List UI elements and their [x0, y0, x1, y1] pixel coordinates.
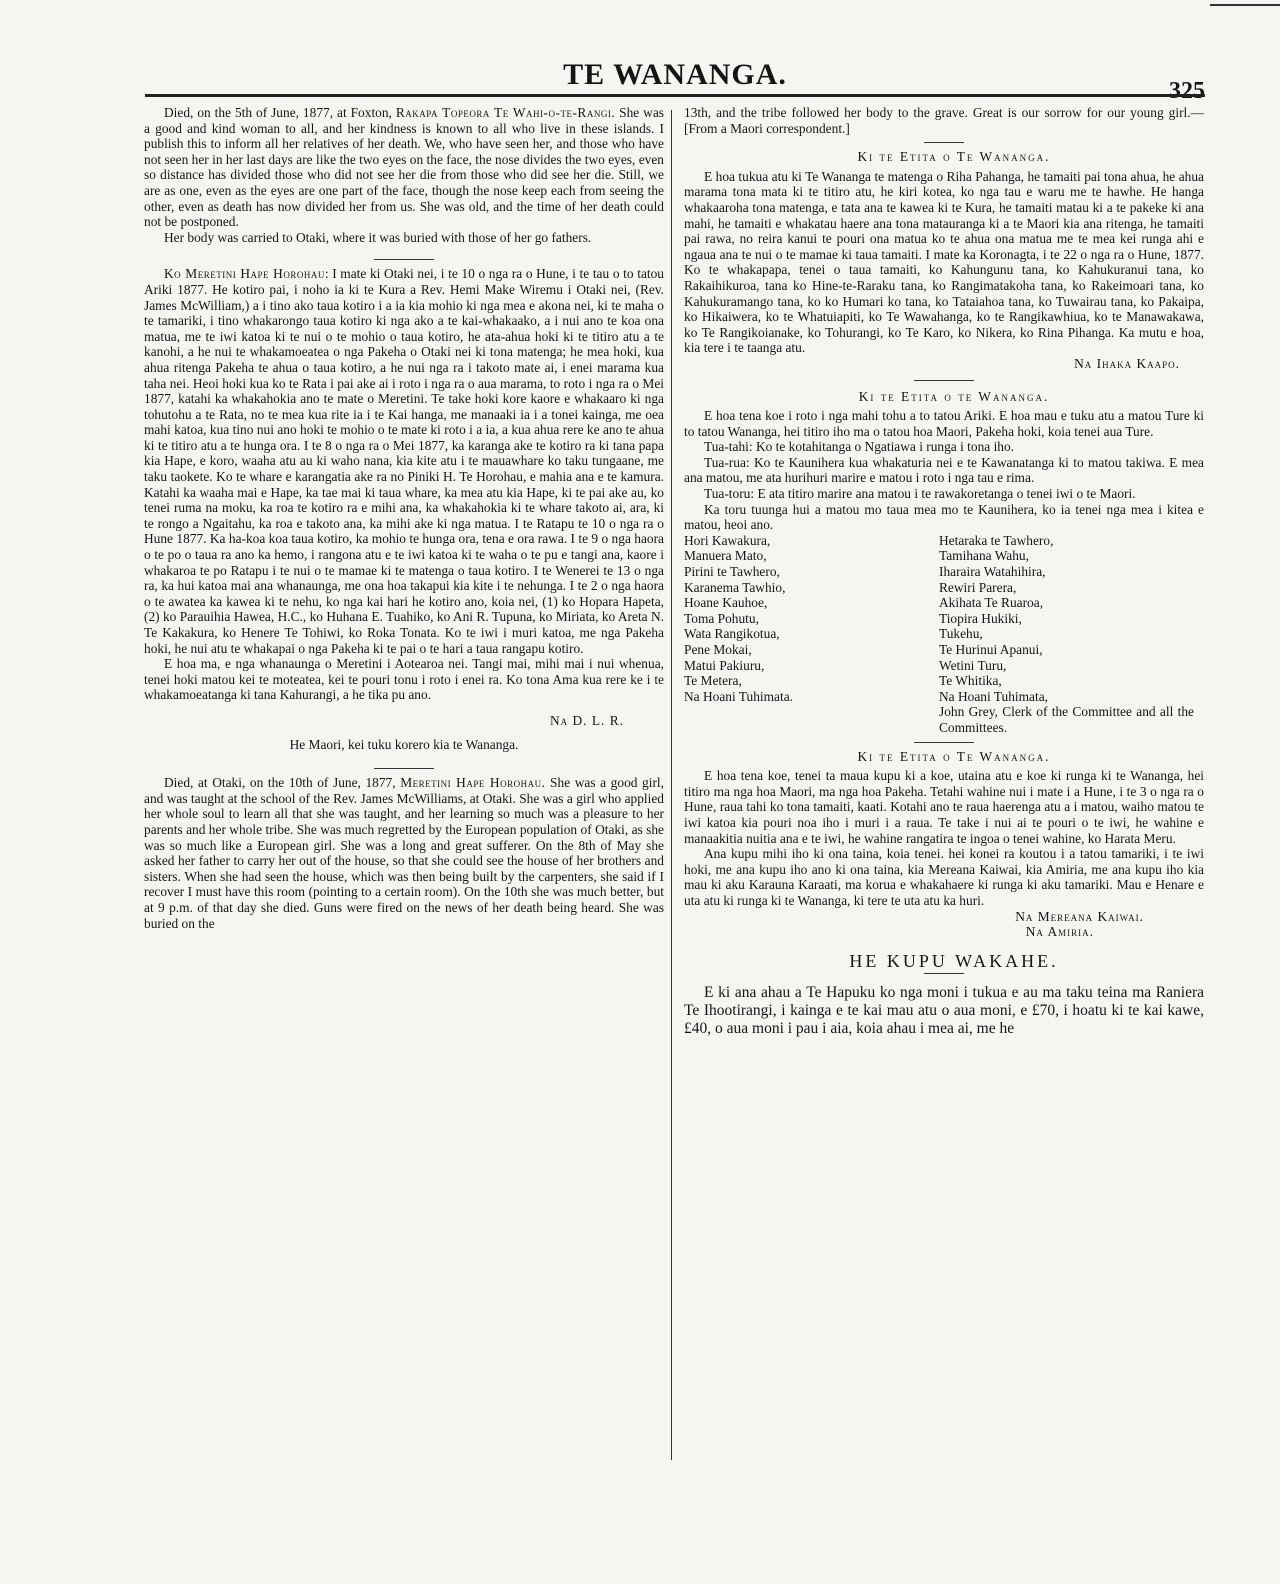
notice-heading: HE KUPU WAKAHE. — [849, 950, 1059, 971]
signature: Na D. L. R. — [549, 712, 624, 728]
newspaper-title: TE WANANGA. — [563, 58, 787, 91]
letter-rule-2: Tua-rua: Ko te Kaunihera kua whakaturia nei e te Kawanatanga ki to matou takiwa. E mea ana matou, me ata hurihuri marire e matou i roto i nga tau e rima. — [684, 454, 1204, 486]
corner-rule-mark — [1210, 4, 1280, 14]
signatory-name: Te Hurinui Apanui, — [939, 642, 1043, 657]
signatory-name: Iharaira Watahihira, — [939, 564, 1046, 580]
signatory-name: Te Metera, — [684, 673, 742, 689]
signatory-name: Hetaraka te Tawhero, — [939, 532, 1054, 548]
letter-rule-3: Tua-toru: E ata titiro marire ana matou i te rawakoretanga o tenei iwi o te Maori. — [704, 486, 1136, 502]
obituary-continuation: 13th, and the tribe followed her body to the grave. Great is our sorrow for our young girl.—[From a Maori correspondent.] — [684, 105, 1204, 136]
letter-heading: Ki te Etita o te Wananga. — [858, 388, 1050, 404]
signatory-name: Rewiri Parera, — [939, 579, 1017, 595]
signatory-name: Tiopira Hukiki, — [939, 610, 1022, 626]
masthead-rule — [145, 94, 1205, 97]
editor-note: He Maori, kei tuku korero kia te Wananga. — [289, 736, 519, 752]
letter-body: E hoa tena koe i roto i nga mahi tohu a to tatou Ariki. E hoa mau e tuku atu a matou Ture ki to tatou Wananga, hei titiro iho ma o tatou hoa Maori, Pakeha hoki, koia tenei aua Ture. — [684, 408, 1204, 439]
signature: Na Ihaka Kaapo. — [1074, 355, 1180, 371]
signatories-right — [939, 533, 1194, 736]
letter-heading: Ki te Etita o Te Wananga. — [857, 149, 1051, 165]
signatory-name: Matui Pakiuru, — [684, 657, 765, 673]
letter-body: E hoa tena koe, tenei ta maua kupu ki a koe, utaina atu e koe ki runga ki te Wananga, hei titiro ma nga hoa Maori, ma nga hoa Pakeha. Tetahi wahine nui i mate i a Hune, i te 3 o nga ra o Hune, raua tahi ko tona tamaiti, kaati. Kotahi ano te raua haerenga atu a i matou, waiho matou te iwi katoa kia pouri noa iho i muri i a raua. Te take i nui ai te pouri o te iwi, he wahine e manaakitia nuitia ana e te iwi, he wahine rangatira te ingoa o tenei wahine, ko Harata Meru. — [684, 768, 1204, 846]
signatory-name: Wata Rangikotua, — [684, 626, 780, 642]
letter-body: Ana kupu mihi iho ki ona taina, koia tenei. hei konei ra koutou i a tatou tamariki, i te iwi hoki, me ana kupu iho ano ki ona taina, kia Mereana Kaiwai, kia Amiria, me ana kupu iho kia mau ki aku Karauna Karaati, ma korua e whakahaere ki runga ki aku tamariki. Mau e Henare e uta atu ki runga ki te Wananga, ki tere te uta atu ka huri. — [684, 846, 1204, 908]
signature: Na Amiria. — [1025, 924, 1094, 940]
deceased-name: Meretini Hape Horohau. — [400, 775, 546, 791]
signatory-name: Na Hoani Tuhimata, — [939, 688, 1048, 704]
signatory-name: Toma Pohutu, — [684, 610, 759, 626]
notice-body: E ki ana ahau a Te Hapuku ko nga moni i tukua e au ma taku teina ma Raniera Te Ihootirangi, i kainga e te kai mau atu o aua moni, e £70, i hoatu ki te kai kawe, £40, o aua moni i pau i aia, koia ahau i mea ai, me he — [684, 984, 1204, 1038]
letter-rule-1: Tua-tahi: Ko te kotahitanga o Ngatiawa i runga i tona iho. — [704, 439, 1015, 455]
signatory-name: Hori Kawakura, — [684, 532, 771, 548]
page-number: 325 — [1169, 78, 1205, 104]
deceased-name: Ko Meretini Hape Horohau — [164, 266, 325, 282]
signatory-name: Karanema Tawhio, — [684, 579, 786, 595]
signatory-name: Na Hoani Tuhimata. — [684, 688, 793, 704]
signatory-name: Te Whitika, — [939, 673, 1002, 689]
left-column — [144, 105, 664, 931]
letter-rule-4: Ka toru tuunga hui a matou mo taua mea mo te Kaunihera, ko ia tenei nga mea i kitea e matou, heoi ano. — [684, 501, 1204, 533]
letter-heading: Ki te Etita o Te Wananga. — [857, 748, 1051, 764]
signature: Na Mereana Kaiwai. — [1015, 908, 1144, 924]
deceased-name: Rakapa Topeora Te Wahi-o-te-Rangi. — [395, 105, 616, 120]
signatory-name: Hoane Kauhoe, — [684, 595, 768, 611]
obituary-english-2: Died, at Otaki, on the 10th of June, 1877, Meretini Hape Horohau. She was a good girl, and was taught at the school of the Rev. James McWilliams, at Otaki. She was a girl who applied her whole soul to learn all that she was taught, and her learning so much was a pleasure to her parents and her whole tribe. She was much regretted by the European population of Otaki, as she was so much like a European girl. She was a long and great sufferer. On the 8th of May she asked her father to carry her out of the house, so that she could see the house of her brothers and sisters. When she had seen the house, which was then being built by the carpenters, she said if I recover I must have this room (pointing to a certain room). On the 10th she was much better, but at 9 p.m. of that day she died. Guns were fired on the news of her death being heard. She was buried on the — [144, 775, 664, 931]
obituary-english-1: Died, on the 5th of June, 1877, at Foxton, Rakapa Topeora Te Wahi-o-te-Rangi. She was a good and kind woman to all, and her kindness is known to all who live in these islands. I publish this to inform all her relatives of her death. We, who have seen her, and those who have not seen her in her last days are like the two eyes on the face, the nose divides the two eyes, even so distance has divided those who did not see her die from those who did see her die. Still, we are as one, even as the eyes are one part of the face, though the nose keep each from seeing the other, even as death has now divided her from us. She was old, and the time of her death could not be postponed. — [144, 105, 664, 230]
right-column — [684, 105, 1204, 1038]
signatory-name: John Grey, Clerk of the Committee and all the Committees. — [939, 704, 1194, 735]
signatory-name: Pene Mokai, — [684, 642, 752, 657]
signatory-name: Manuera Mato, — [684, 548, 767, 564]
signatory-name: Akihata Te Ruaroa, — [939, 595, 1044, 611]
signatories-left — [684, 533, 939, 736]
signatory-name: Pirini te Tawhero, — [684, 564, 780, 580]
obituary-maori-closing: E hoa ma, e nga whanaunga o Meretini i Aotearoa nei. Tangi mai, mihi mai i nui whenua, tenei hoki matou kei te moteatea, kei te pouri tonu i roto i enei ra. Ko tona Ama kua rere ke i te whakamoeatanga ki tana Kahurangi, a he tika pu ano. — [144, 656, 664, 703]
signatory-name: Tamihana Wahu, — [939, 548, 1029, 564]
obituary-english-1-burial: Her body was carried to Otaki, where it was buried with those of her go fathers. — [164, 229, 592, 245]
signatories-list — [684, 533, 1204, 736]
signatory-name: Wetini Turu, — [939, 657, 1007, 673]
obituary-maori: Ko Meretini Hape Horohau: I mate ki Otaki nei, i te 10 o nga ra o Hune, i te tau o to tatou Ariki 1877. He kotiro pai, i noho ia ki te Kura a Rev. Hemi Make Wiremu i Otaki nei, (Rev. James McWilliam,) a i tino ako taua kotiro i a ia kia mohio ki nga mea e akona nei, ki te maha o te tamariki, i tino whakarongo taua kotiro ki nga ako a te kai-whakaako, a i nui ano te koa ona matua, me te iwi katoa ki te nui o te mohio o taua kotiro, he ata-ahua hoki ki te titiro atu a te kanohi, a he nui te whakamoeatea o nga Pakeha o Otaki nei ki tona matenga; he mea hoki, kua ahua ritenga Pakeha te ahua o taua kotiro, a he nui nga ra i takoto mate ai, i enei marama kua taha nei. Heoi hoki kua ko te Rata i pai ake ai i roto i nga ra o aua marama, to roto i nga ra o Mei 1877, katahi ka whakahokia ano te mate o Meretini. Te take hoki kore kaore e whakaaro ki nga tohutohu a te Rata, no te mea kua rite ia i te Kai hanga, me manaaki ia i a tonei kainga, me oea mahi katoa, kua tino nui ano hoki te mohio o te mate ki roto i a ia, a kua ahua rere ke ano te ahua ki te titiro atu a te hunga ora. I te 8 o nga ra o Mei 1877, ka karanga ake te kotiro ra ki tana papa kia Hape, e koro, waaha atu au ki waho nana, kia kite atu i te mauawhare ko taku tungaane, me taku taokete. Ko te whare e karangatia ake ra no Piniki H. Te Horohau, e mahia ana e te kamura. Katahi ka waaha mai e Hape, ka tae mai ki taua whare, ka mea atu kia Hape, ki te pai ake au, ko tenei ruma na moku, ka roa te kotiro ra e mihi ana, ka whakahokia ki te whare takoto ai, ara, ki te rongo a Ngaitahu, ka roa e takoto ana, ka mihi ake ki nga matua. I te Ratapu te 10 o nga ra o Hune 1877. Ka ha-koa koa taua kotiro, ka mohio te hunga ora, tena e ora rawa. I te 9 o nga haora o te po o taua ra ano ka hemo, i rangona atu e te iwi katoa ki te waha o te pu e tangi ana, kaore i whakaroa te po Ratapu i te nui o te mamae ki te matenga o taua kotiro. I te Wenerei te 13 o nga ra, ka hui katoa mai ana whanaunga, me ona hoa takapui kia kite i te nehunga. I te 2 o nga haora o te awatea ka kawea ki te nehu, ko nga kai hari he kotiro ano, koia nei, (1) ko Hopara Hapeta, (2) ko Parauihia Hawea, H.C., ko Huhana E. Tuahiko, ko Ani R. Tupuna, ko Miriata, ko Areta N. Te Kakakura, ko Henere Te Tohiwi, ko Roka Tonata. Ko te iwi i muri katoa, me nga Pakeha hoki, he nui atu te whakapai o nga Pakeha ki te pai o te hari a taua rangapu kotiro. — [144, 266, 664, 656]
letter-body: E hoa tukua atu ki Te Wananga te matenga o Riha Pahanga, he tamaiti pai tona ahua, he ahua marama tona mata ki te titiro atu, he kiri kotea, ko nga tau e waru me te hawhe. He hanga whakaaroha tona matenga, e tata ana te kawea ki te Kura, he tamaiti matau ki a te pakeke ki ana mahi, he tamaiti e whakatau haere ana tona matauranga ki a te Maori kia ana ritenga, he tamaiti pai rawa, no reira kanui te pouri ona matua ko te ahua ona matua me te mea kei runga ahi e ngaua ana te nui o te mamae ki taua tamaiti. I mate ka Koronagta, i te 22 o nga ra o Hune, 1877. Ko te whakapapa, tenei o taua tamaiti, ko Kahungunu tana, ko Kahukuranui tana, ko Rakaihikuroa, tana ko Hine-te-Raraku tana, ko Rangimatakoha tana, ko Rakeimoari tana, ko Kahukuramango tana, ko ko Humari ko tana, ko Tataiahoa tana, ko Tuwairau tana, ko Pakaipa, ko Hikaiwera, ko te Whatuiapiti, ko Te Wawahanga, ko te Rangikawhiua, ko te Manawakawa, ko Te Rangikoianake, ko Tohurangi, ko Te Karo, ko Nikera, ko Rina Pihanga. Ka mutu e hoa, kia tere i te taanga atu. — [684, 168, 1204, 356]
signatory-name: Tukehu, — [939, 626, 983, 642]
column-divider — [671, 110, 672, 1460]
masthead — [145, 58, 1205, 104]
